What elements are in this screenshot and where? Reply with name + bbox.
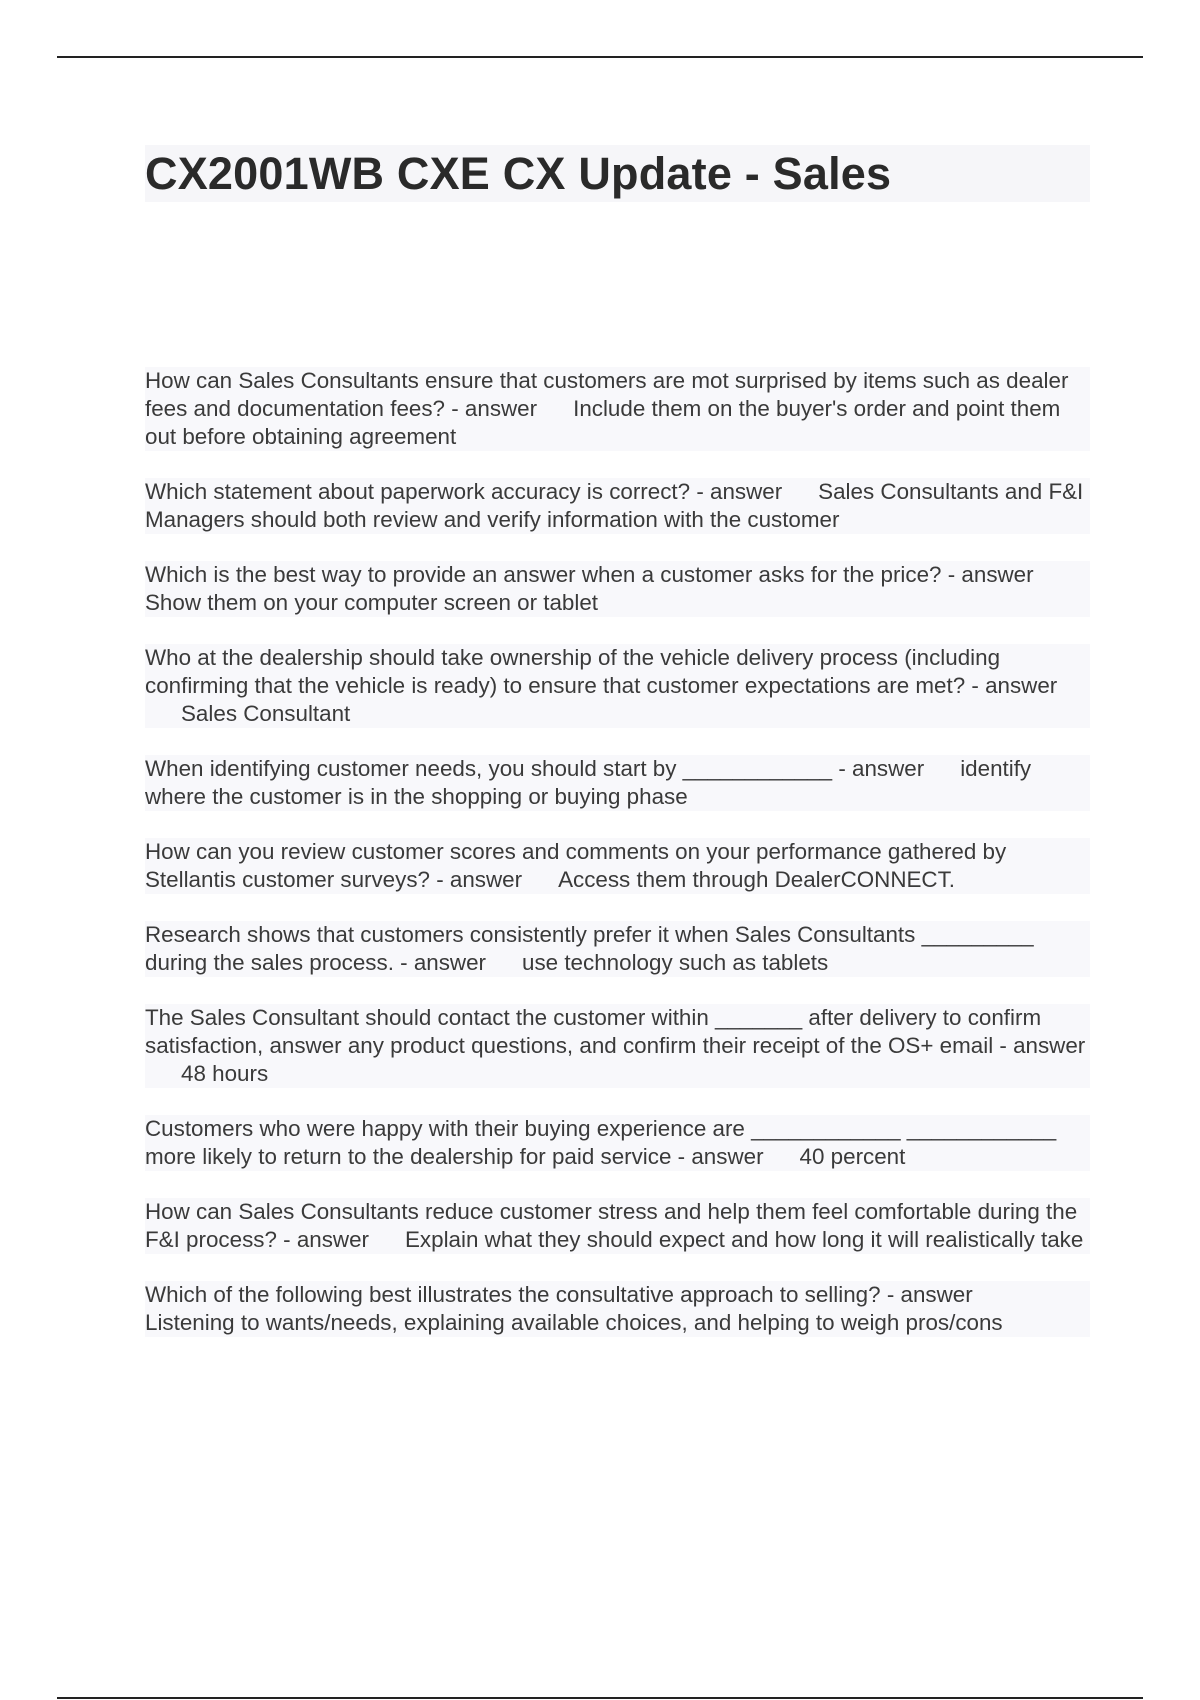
qa-answer: Explain what they should expect and how long it will realistically take: [405, 1227, 1084, 1252]
qa-question: Which is the best way to provide an answer when a customer asks for the price?: [145, 562, 942, 587]
answer-marker: - answer: [451, 396, 538, 421]
qa-question: How can you review customer scores and comments on your performance gathered by Stellantis customer surveys?: [145, 839, 1007, 892]
qa-item: [145, 921, 1090, 977]
qa-item: [145, 1115, 1090, 1171]
answer-marker: - answer: [436, 867, 523, 892]
qa-item: [145, 1004, 1090, 1088]
qa-list: [145, 367, 1090, 1364]
answer-marker: - answer: [677, 1144, 764, 1169]
qa-answer: Access them through DealerCONNECT.: [558, 867, 956, 892]
qa-item: [145, 561, 1090, 617]
qa-question: Which of the following best illustrates the consultative approach to selling?: [145, 1282, 881, 1307]
qa-item: [145, 367, 1090, 451]
qa-answer: Include them on the buyer's order and point them out before obtaining agreement: [145, 396, 1061, 449]
answer-marker: - answer: [999, 1033, 1086, 1058]
qa-question: How can Sales Consultants reduce customer stress and help them feel comfortable during the F&I process?: [145, 1199, 1078, 1252]
qa-answer: identify where the customer is in the shopping or buying phase: [145, 756, 1032, 809]
qa-item: [145, 1198, 1090, 1254]
answer-marker: - answer: [947, 562, 1034, 587]
qa-answer: Listening to wants/needs, explaining available choices, and helping to weigh pros/cons: [145, 1310, 1003, 1335]
qa-item: [145, 838, 1090, 894]
qa-question: Customers who were happy with their buying experience are ____________ ____________ more likely to return to the dealership for paid service: [145, 1116, 1057, 1169]
document-title: CX2001WB CXE CX Update - Sales: [145, 148, 892, 199]
qa-question: The Sales Consultant should contact the customer within _______ after delivery to confirm satisfaction, answer any product questions, and confirm their receipt of the OS+ email: [145, 1005, 1042, 1058]
qa-item: [145, 478, 1090, 534]
answer-marker: - answer: [886, 1282, 973, 1307]
qa-answer: Sales Consultants and F&I Managers should both review and verify information with the customer: [145, 479, 1084, 532]
qa-question: Which statement about paperwork accuracy is correct?: [145, 479, 691, 504]
answer-marker: - answer: [838, 756, 925, 781]
qa-answer: Show them on your computer screen or tablet: [145, 590, 599, 615]
answer-marker: - answer: [400, 950, 487, 975]
answer-marker: - answer: [971, 673, 1058, 698]
bottom-rule: [57, 1697, 1143, 1699]
qa-answer: 40 percent: [799, 1144, 906, 1169]
top-rule: [57, 56, 1143, 58]
qa-question: How can Sales Consultants ensure that customers are mot surprised by items such as dealer fees and documentation fees?: [145, 368, 1069, 421]
qa-answer: Sales Consultant: [181, 701, 351, 726]
answer-marker: - answer: [283, 1227, 369, 1252]
qa-item: [145, 1281, 1090, 1337]
qa-answer: 48 hours: [181, 1061, 269, 1086]
answer-marker: - answer: [696, 479, 783, 504]
qa-item: [145, 755, 1090, 811]
qa-answer: use technology such as tablets: [522, 950, 829, 975]
qa-item: [145, 644, 1090, 728]
qa-question: Who at the dealership should take ownership of the vehicle delivery process (including confirming that the vehicle is ready) to ensure that customer expectations are met?: [145, 645, 1001, 698]
qa-question: Research shows that customers consistently prefer it when Sales Consultants _________ during the sales process.: [145, 922, 1034, 975]
qa-question: When identifying customer needs, you should start by ____________: [145, 756, 833, 781]
